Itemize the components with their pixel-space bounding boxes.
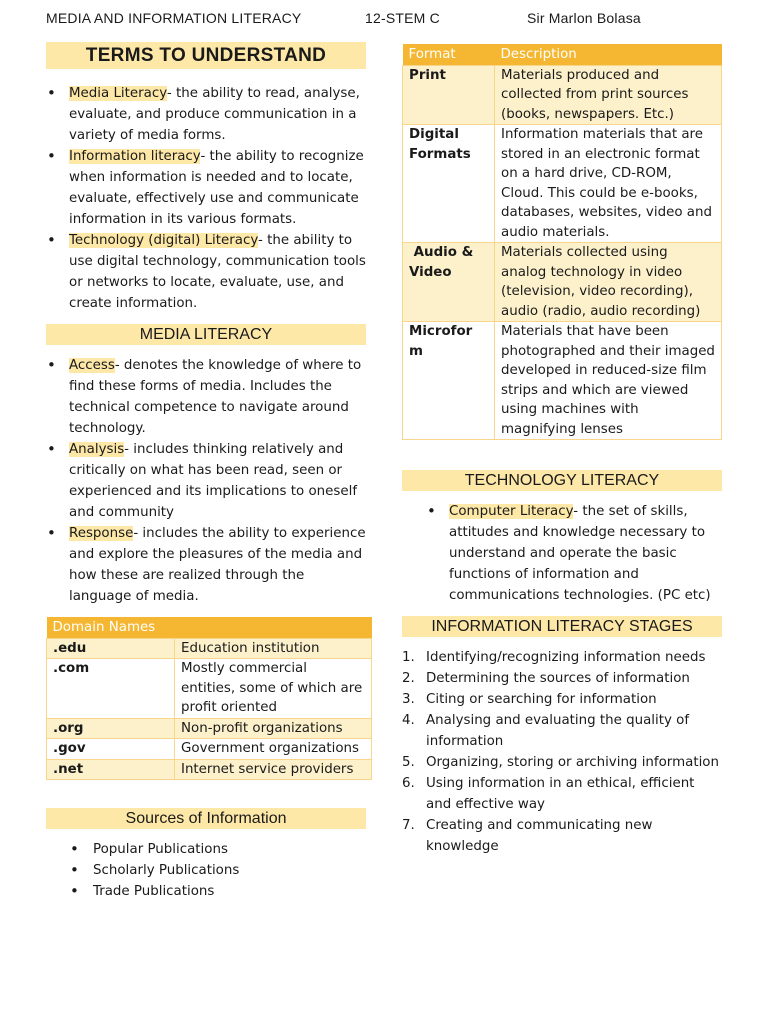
list-item: • Popular Publications bbox=[70, 839, 366, 860]
term-label: Response bbox=[69, 526, 134, 541]
stage-text: Determining the sources of information bbox=[426, 671, 690, 686]
format-key: Audio & Video bbox=[403, 243, 495, 322]
list-item: • Trade Publications bbox=[70, 881, 366, 902]
stage-text: Analysing and evaluating the quality of information bbox=[426, 713, 690, 749]
list-item bbox=[46, 146, 366, 230]
technology-literacy-list bbox=[402, 501, 722, 606]
table-row bbox=[403, 243, 722, 322]
media-literacy-list bbox=[46, 355, 366, 607]
term-definition: - the ability to recognize when information is needed and to locate, evaluate, effectively use and communicate information in its various formats. bbox=[69, 149, 364, 227]
list-item bbox=[46, 230, 366, 314]
list-item: 4. Analysing and evaluating the quality of information bbox=[402, 713, 690, 749]
list-item bbox=[426, 501, 722, 606]
teacher-name: Sir Marlon Bolasa bbox=[527, 10, 641, 26]
document-header bbox=[46, 10, 726, 28]
term-definition: - includes thinking relatively and critically on what has been read, seen or experienced and its implications to oneself and community bbox=[69, 442, 358, 520]
term-definition: - denotes the knowledge of where to find these forms of media. Includes the technical competence to navigate around technology. bbox=[69, 358, 362, 436]
right-column bbox=[402, 44, 722, 857]
sources-list bbox=[46, 839, 366, 902]
stage-text: Organizing, storing or archiving information bbox=[426, 755, 719, 770]
domain-key: .net bbox=[47, 759, 175, 780]
left-column bbox=[46, 42, 366, 902]
media-literacy-heading: MEDIA LITERACY bbox=[46, 324, 366, 345]
list-item: 5. Organizing, storing or archiving information bbox=[402, 755, 719, 770]
domain-key: .com bbox=[47, 659, 175, 719]
term-label: Analysis bbox=[69, 442, 125, 457]
section-label: 12-STEM C bbox=[365, 10, 440, 26]
table-header: Format bbox=[403, 44, 495, 65]
term-label: Access bbox=[69, 358, 115, 373]
info-stages-list bbox=[402, 647, 722, 857]
table-header: Description bbox=[495, 44, 722, 65]
format-description: Materials collected using analog technology in video (television, video recording), audio (radio, audio recording) bbox=[495, 243, 722, 322]
formats-table bbox=[402, 44, 722, 440]
format-description: Materials that have been photographed and their imaged developed in reduced-size film strips and which are viewed using machines with magnifying lenses bbox=[495, 322, 722, 440]
term-label: Computer Literacy bbox=[449, 504, 574, 519]
list-item: 7. Creating and communicating new knowledge bbox=[402, 818, 653, 854]
term-label: Technology (digital) Literacy bbox=[69, 233, 259, 248]
table-row bbox=[403, 125, 722, 243]
list-item: 6. Using information in an ethical, efficient and effective way bbox=[402, 776, 695, 812]
domain-key: .org bbox=[47, 718, 175, 739]
table-row bbox=[47, 638, 372, 659]
format-description: Materials produced and collected from print sources (books, newspapers. Etc.) bbox=[495, 65, 722, 125]
term-definition: - includes the ability to experience and explore the pleasures of the media and how these are realized through the language of media. bbox=[69, 526, 366, 604]
table-header: Domain Names bbox=[47, 617, 372, 638]
domain-value: Mostly commercial entities, some of which are profit oriented bbox=[175, 659, 372, 719]
term-definition: - the ability to read, analyse, evaluate, and produce communication in a variety of media forms. bbox=[69, 86, 360, 143]
list-item bbox=[46, 355, 366, 439]
info-stages-heading: INFORMATION LITERACY STAGES bbox=[402, 616, 722, 637]
format-description: Information materials that are stored in an electronic format on a hard drive, CD-ROM, Cloud. This could be e-books, databases, websites, video and audio materials. bbox=[495, 125, 722, 243]
table-row bbox=[47, 659, 372, 719]
list-item: 3. Citing or searching for information bbox=[402, 692, 657, 707]
table-row bbox=[403, 322, 722, 440]
sources-heading: Sources of Information bbox=[46, 808, 366, 829]
term-label: Media Literacy bbox=[69, 86, 167, 101]
list-item bbox=[46, 439, 366, 523]
list-item: • Scholarly Publications bbox=[70, 860, 366, 881]
domain-value: Education institution bbox=[175, 638, 372, 659]
table-row bbox=[403, 65, 722, 125]
stage-text: Identifying/recognizing information needs bbox=[426, 650, 706, 665]
list-item bbox=[46, 523, 366, 607]
list-item: 2. Determining the sources of information bbox=[402, 671, 690, 686]
stage-text: Citing or searching for information bbox=[426, 692, 657, 707]
domain-names-table bbox=[46, 617, 372, 780]
format-key: Print bbox=[403, 65, 495, 125]
stage-text: Using information in an ethical, efficient and effective way bbox=[426, 776, 695, 812]
technology-literacy-heading: TECHNOLOGY LITERACY bbox=[402, 470, 722, 491]
terms-heading: TERMS TO UNDERSTAND bbox=[46, 42, 366, 69]
list-item bbox=[46, 83, 366, 146]
term-definition: - the set of skills, attitudes and knowledge necessary to understand and operate the basic functions of information and communications technologies. (PC etc) bbox=[449, 504, 711, 603]
domain-value: Internet service providers bbox=[175, 759, 372, 780]
stage-text: Creating and communicating new knowledge bbox=[426, 818, 653, 854]
term-definition: - the ability to use digital technology, communication tools or networks to locate, evaluate, use, and create information. bbox=[69, 233, 366, 311]
list-item: 1. Identifying/recognizing information needs bbox=[402, 650, 706, 665]
term-label: Information literacy bbox=[69, 149, 201, 164]
domain-value: Government organizations bbox=[175, 739, 372, 760]
format-key: Microfor m bbox=[403, 322, 495, 440]
format-key: Digital Formats bbox=[403, 125, 495, 243]
domain-value: Non-profit organizations bbox=[175, 718, 372, 739]
subject-title: MEDIA AND INFORMATION LITERACY bbox=[46, 10, 302, 26]
table-row bbox=[47, 718, 372, 739]
domain-key: .edu bbox=[47, 638, 175, 659]
table-row bbox=[47, 739, 372, 760]
table-row bbox=[47, 759, 372, 780]
domain-key: .gov bbox=[47, 739, 175, 760]
terms-list bbox=[46, 83, 366, 314]
